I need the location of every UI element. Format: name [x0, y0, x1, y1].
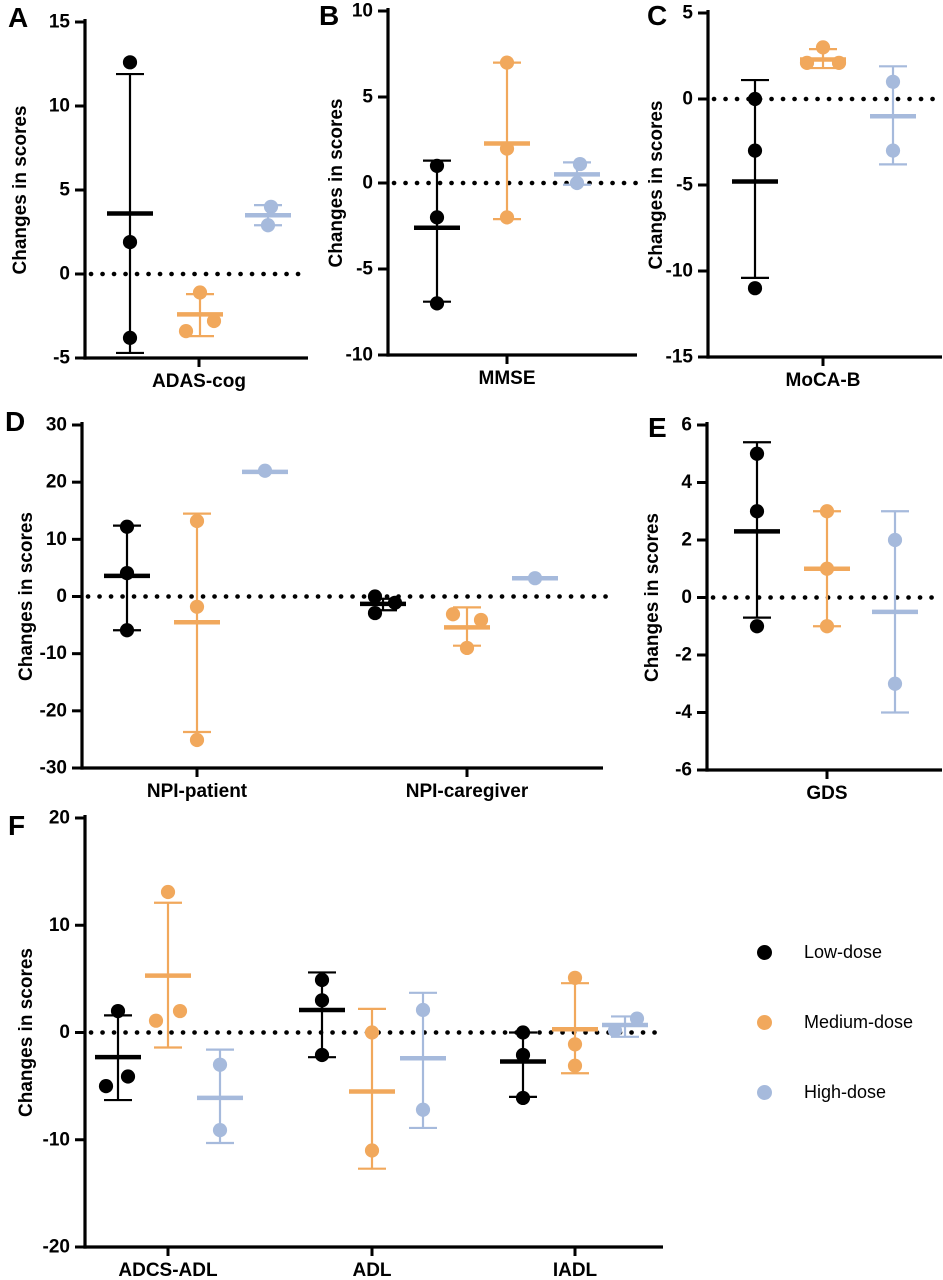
y-tick-label: 15: [48, 11, 70, 33]
panel-d-plot: [0, 400, 630, 810]
legend-label-medium: Medium-dose: [804, 1011, 914, 1032]
data-point: [430, 296, 444, 310]
data-point: [750, 447, 764, 461]
data-point: [173, 1004, 187, 1018]
data-point: [111, 1004, 125, 1018]
panel-letter-f: F: [8, 810, 26, 841]
y-tick-label: -10: [39, 643, 67, 665]
series-high-ADCS-ADL: [197, 1050, 243, 1143]
data-point: [886, 75, 900, 89]
x-category-label: MMSE: [478, 368, 536, 389]
data-point: [99, 1079, 113, 1093]
y-tick-label: -20: [39, 700, 67, 722]
y-tick-label: -10: [345, 344, 373, 366]
x-category-label: GDS: [806, 783, 848, 804]
series-high-NPI-caregiver: [512, 571, 558, 585]
data-point: [500, 210, 514, 224]
data-point: [368, 589, 382, 603]
data-point: [516, 1025, 530, 1039]
y-tick-label: 0: [59, 1022, 70, 1043]
y-tick-label: -6: [675, 759, 692, 781]
data-point: [193, 285, 207, 299]
data-point: [820, 619, 834, 633]
series-low-ADCS-ADL: [95, 1004, 141, 1100]
data-point: [886, 144, 900, 158]
y-tick-label: 10: [48, 95, 70, 117]
data-point: [570, 176, 584, 190]
data-point: [516, 1091, 530, 1105]
y-tick-label: 6: [681, 414, 692, 436]
data-point: [750, 504, 764, 518]
series-low-GDS: [734, 442, 780, 633]
data-point: [365, 1143, 379, 1157]
data-point: [568, 1037, 582, 1051]
panel-b: [310, 0, 643, 400]
legend-dot-low-icon: [757, 945, 772, 960]
y-tick-label: 0: [59, 263, 70, 285]
panel-c-plot: [630, 0, 943, 400]
data-point: [120, 520, 134, 534]
y-tick-label: 10: [48, 914, 70, 936]
data-point: [213, 1123, 227, 1137]
series-high-ADL: [400, 993, 446, 1128]
y-axis-title: Changes in scores: [10, 105, 31, 275]
data-point: [190, 600, 204, 614]
legend-dot-medium-icon: [757, 1015, 772, 1030]
series-low-ADL: [299, 972, 345, 1062]
y-tick-label: 0: [362, 172, 373, 194]
series-high-ADAS-cog: [245, 200, 291, 233]
data-point: [190, 733, 204, 747]
data-point: [816, 40, 830, 54]
data-point: [123, 331, 137, 345]
data-point: [123, 55, 137, 69]
data-point: [315, 1048, 329, 1062]
data-point: [446, 607, 460, 621]
data-point: [430, 210, 444, 224]
data-point: [315, 973, 329, 987]
data-point: [264, 200, 278, 214]
y-axis-title: Changes in scores: [16, 948, 37, 1117]
series-medium-MMSE: [484, 56, 530, 225]
data-point: [573, 157, 587, 171]
x-category-label: NPI-patient: [146, 781, 248, 802]
y-tick-label: 10: [45, 528, 67, 550]
data-point: [149, 1014, 163, 1028]
panel-letter-a: A: [8, 2, 29, 33]
y-tick-label: -5: [53, 347, 70, 369]
data-point: [750, 619, 764, 633]
y-tick-label: -5: [356, 258, 373, 280]
y-tick-label: -5: [676, 174, 693, 196]
legend-dot-high-icon: [757, 1085, 772, 1100]
panel-letter-d: D: [5, 406, 26, 437]
y-axis-title: Changes in scores: [646, 100, 667, 270]
y-tick-label: 2: [681, 529, 692, 551]
series-medium-ADCS-ADL: [145, 885, 191, 1048]
y-tick-label: -2: [675, 644, 692, 666]
series-medium-IADL: [552, 971, 598, 1074]
y-tick-label: 5: [59, 179, 70, 201]
series-high-MMSE: [554, 157, 600, 190]
x-category-label: MoCA-B: [785, 370, 861, 391]
legend-label-high: High-dose: [804, 1081, 887, 1102]
y-tick-label: 20: [48, 807, 70, 829]
y-tick-label: 5: [682, 2, 693, 24]
y-tick-label: -10: [665, 260, 693, 282]
data-point: [500, 56, 514, 70]
data-point: [568, 971, 582, 985]
series-high-MoCA-B: [870, 66, 916, 164]
y-tick-label: -15: [665, 346, 693, 368]
y-tick-label: 30: [45, 414, 67, 436]
data-point: [748, 92, 762, 106]
legend-item-low-dose: [735, 937, 940, 967]
y-tick-label: -30: [39, 757, 67, 779]
series-medium-NPI-patient: [174, 514, 220, 747]
panel-letter-e: E: [648, 412, 667, 443]
series-low-ADAS-cog: [107, 55, 153, 353]
data-point: [460, 641, 474, 655]
series-high-GDS: [872, 511, 918, 712]
series-low-NPI-caregiver: [360, 589, 406, 620]
x-category-label: IADL: [552, 1260, 598, 1280]
legend-label-low: Low-dose: [804, 941, 883, 962]
panel-f-plot: [0, 800, 700, 1280]
legend: [735, 925, 940, 1147]
panel-a: [0, 0, 315, 400]
panel-a-plot: [0, 0, 315, 400]
data-point: [474, 613, 488, 627]
data-point: [161, 885, 175, 899]
data-point: [748, 144, 762, 158]
panel-d: [0, 400, 630, 810]
y-tick-label: 10: [351, 0, 373, 22]
panel-f: [0, 800, 700, 1280]
data-point: [748, 281, 762, 295]
series-medium-ADAS-cog: [177, 285, 223, 338]
y-tick-label: -10: [42, 1129, 70, 1151]
y-tick-label: 0: [56, 586, 67, 607]
series-low-MoCA-B: [732, 80, 778, 295]
series-low-NPI-patient: [104, 520, 150, 638]
y-axis-title: Changes in scores: [16, 512, 37, 681]
panel-c: [630, 0, 943, 400]
data-point: [888, 677, 902, 691]
data-point: [121, 1069, 135, 1083]
y-tick-label: 20: [45, 471, 67, 493]
series-low-IADL: [500, 1025, 546, 1105]
series-medium-MoCA-B: [800, 40, 846, 70]
x-category-label: ADL: [352, 1260, 392, 1280]
data-point: [416, 1103, 430, 1117]
y-tick-label: 0: [681, 587, 692, 608]
data-point: [820, 504, 834, 518]
series-medium-NPI-caregiver: [444, 607, 490, 655]
data-point: [416, 1003, 430, 1017]
x-category-label: NPI-caregiver: [405, 781, 529, 802]
y-tick-label: -20: [42, 1236, 70, 1258]
data-point: [568, 1059, 582, 1073]
panel-letter-c: C: [647, 0, 668, 31]
data-point: [430, 159, 444, 173]
y-axis-title: Changes in scores: [326, 98, 347, 268]
series-high-NPI-patient: [242, 464, 288, 478]
data-point: [888, 533, 902, 547]
data-point: [213, 1058, 227, 1072]
y-axis-title: Changes in scores: [642, 513, 663, 682]
data-point: [123, 235, 137, 249]
panel-b-plot: [310, 0, 643, 400]
y-tick-label: 5: [362, 86, 373, 108]
data-point: [120, 623, 134, 637]
x-category-label: ADCS-ADL: [118, 1260, 218, 1280]
panel-e-plot: [630, 400, 943, 810]
legend-item-high-dose: [735, 1077, 940, 1107]
data-point: [368, 606, 382, 620]
panel-e: [630, 400, 943, 810]
legend-item-medium-dose: [735, 1007, 940, 1037]
y-tick-label: 4: [681, 472, 692, 493]
data-point: [190, 514, 204, 528]
y-tick-label: 0: [682, 88, 693, 110]
data-point: [315, 993, 329, 1007]
data-point: [365, 1025, 379, 1039]
data-point: [179, 324, 193, 338]
panel-letter-b: B: [319, 0, 340, 31]
series-medium-GDS: [804, 504, 850, 633]
data-point: [261, 218, 275, 232]
x-category-label: ADAS-cog: [152, 371, 246, 392]
y-tick-label: -4: [675, 702, 692, 723]
